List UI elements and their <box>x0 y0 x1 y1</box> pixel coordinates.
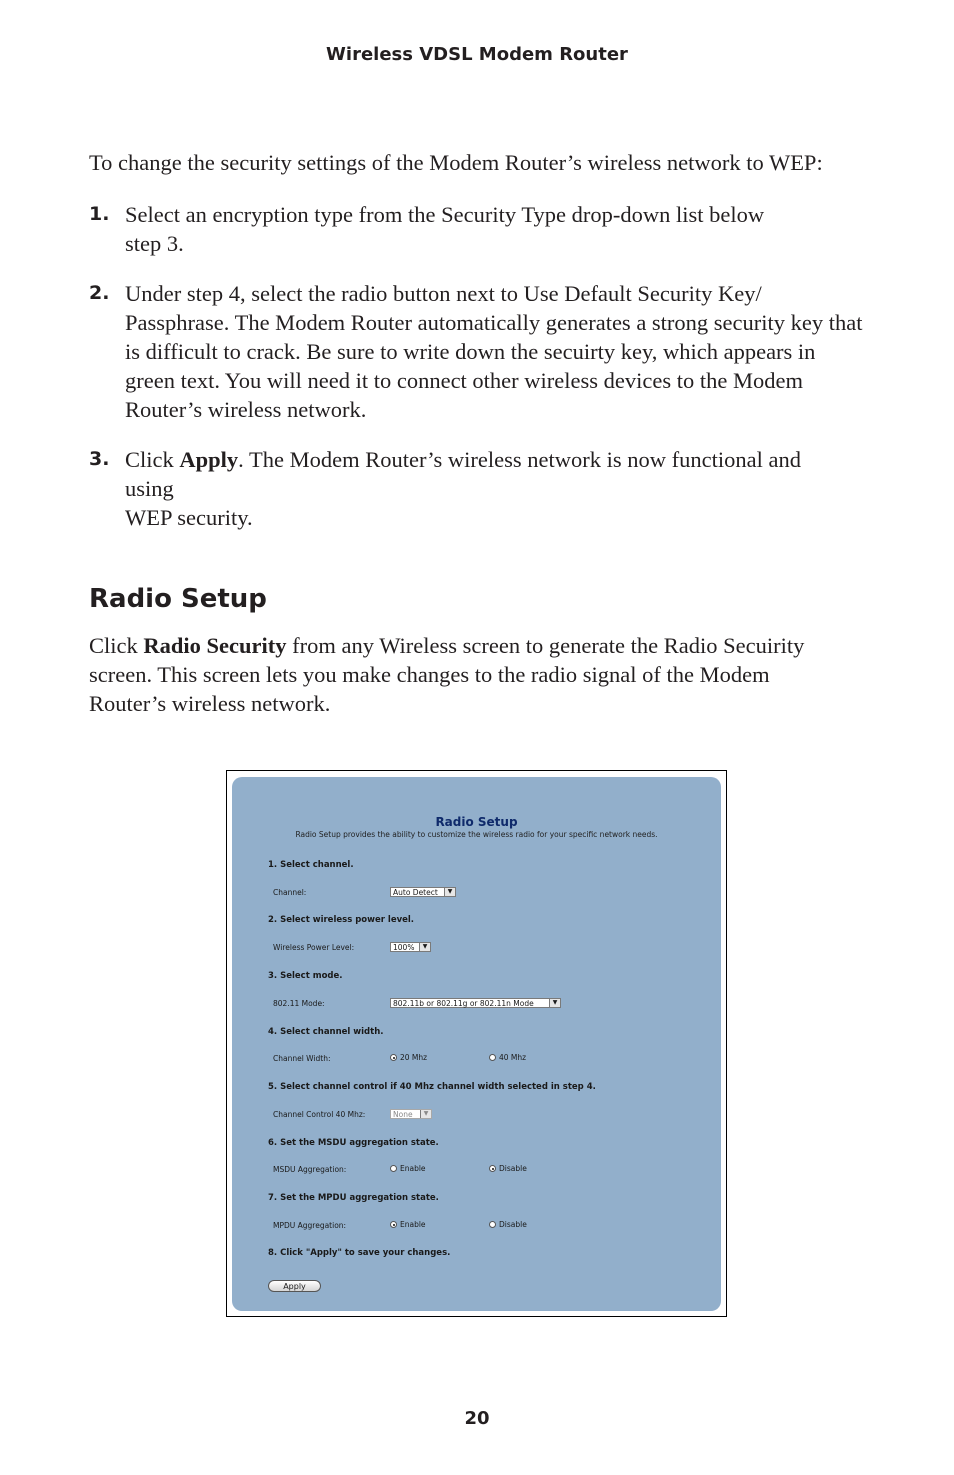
section-mpdu: 7. Set the MPDU aggregation state. <box>268 1193 439 1203</box>
chevron-down-icon: ▼ <box>419 943 430 951</box>
step-text-line <box>125 445 869 474</box>
step-number: 2. <box>89 282 110 304</box>
radio-security-reference: Radio Security <box>143 633 287 658</box>
step-2 <box>89 279 869 424</box>
section-select-channel: 1. Select channel. <box>268 860 354 870</box>
panel-title: Radio Setup <box>435 815 518 829</box>
radio-unselected-icon <box>390 1165 397 1172</box>
section-channel-width: 4. Select channel width. <box>268 1027 384 1037</box>
mpdu-enable-radio[interactable] <box>390 1220 426 1229</box>
channel-select[interactable] <box>390 887 456 897</box>
mpdu-label: MPDU Aggregation: <box>273 1221 347 1230</box>
width-40mhz-radio[interactable] <box>489 1053 526 1062</box>
step-text-line: Select an encryption type from the Security Type drop-down list below <box>125 202 765 227</box>
section-apply-instruction: 8. Click "Apply" to save your changes. <box>268 1248 451 1258</box>
page-number: 20 <box>464 1408 490 1429</box>
step-number: 3. <box>89 448 110 470</box>
section-text-pre: Click <box>89 633 144 658</box>
radio-label: 40 Mhz <box>499 1053 527 1062</box>
step-text-line: WEP security. <box>125 505 253 530</box>
radio-label: 20 Mhz <box>400 1053 428 1062</box>
mode-value: 802.11b or 802.11g or 802.11n Mode <box>393 999 534 1008</box>
mode-select[interactable] <box>390 998 561 1008</box>
radio-unselected-icon <box>489 1221 496 1228</box>
power-level-select[interactable] <box>390 942 431 952</box>
section-select-mode: 3. Select mode. <box>268 971 343 981</box>
msdu-enable-radio[interactable] <box>390 1164 426 1173</box>
running-header: Wireless VDSL Modem Router <box>326 44 628 65</box>
radio-unselected-icon <box>489 1054 496 1061</box>
apply-button[interactable]: Apply <box>268 1280 321 1292</box>
intro-paragraph: To change the security settings of the Modem Router’s wireless network to WEP: <box>89 150 823 175</box>
step-text-post: . The Modem Router’s wireless network is now functional and <box>238 447 801 472</box>
msdu-label: MSDU Aggregation: <box>273 1165 347 1174</box>
step-text: Under step 4, select the radio button next to Use Default Security Key/ Passphrase. The Modem Router automatically generates a strong security key that is difficult to crack. Be sure to write down the secuirty key, which appears in green text. You will need it to connect other wireless devices to the Modem Router’s wireless network. <box>125 281 863 422</box>
radio-selected-icon <box>390 1221 397 1228</box>
channel-control-value: None <box>393 1110 413 1119</box>
channel-width-label: Channel Width: <box>273 1054 331 1063</box>
section-channel-control: 5. Select channel control if 40 Mhz channel width selected in step 4. <box>268 1082 596 1092</box>
radio-label: Enable <box>400 1220 426 1229</box>
section-power-level: 2. Select wireless power level. <box>268 915 415 925</box>
section-text-post: from any Wireless screen to generate the Radio Secuirity screen. This screen lets you make changes to the radio signal of the Modem Router’s wireless network. <box>89 633 805 716</box>
channel-label: Channel: <box>273 888 307 897</box>
power-level-value: 100% <box>393 943 415 952</box>
chevron-down-icon: ▼ <box>444 888 455 896</box>
radio-selected-icon <box>390 1054 397 1061</box>
radio-setup-screenshot <box>226 770 727 1317</box>
radio-label: Disable <box>499 1164 527 1173</box>
power-level-label: Wireless Power Level: <box>273 943 355 952</box>
panel-subtitle: Radio Setup provides the ability to customize the wireless radio for your specific network needs. <box>295 830 658 839</box>
section-msdu: 6. Set the MSDU aggregation state. <box>268 1138 439 1148</box>
width-20mhz-radio[interactable] <box>390 1053 427 1062</box>
mode-label: 802.11 Mode: <box>273 999 325 1008</box>
step-1 <box>89 200 869 258</box>
step-list <box>89 200 869 553</box>
step-text-pre: Click <box>125 447 180 472</box>
chevron-down-icon: ▼ <box>549 999 560 1007</box>
step-text-line: step 3. <box>125 231 184 256</box>
radio-setup-panel <box>232 777 721 1311</box>
section-paragraph <box>89 631 849 718</box>
radio-label: Enable <box>400 1164 426 1173</box>
section-heading: Radio Setup <box>89 584 267 614</box>
msdu-disable-radio[interactable] <box>489 1164 527 1173</box>
radio-label: Disable <box>499 1220 527 1229</box>
step-number: 1. <box>89 203 110 225</box>
step-3 <box>89 445 869 532</box>
channel-control-label: Channel Control 40 Mhz: <box>273 1110 366 1119</box>
step-text-line: using <box>125 476 174 501</box>
apply-reference: Apply <box>179 447 239 472</box>
channel-control-select[interactable] <box>390 1109 432 1119</box>
chevron-down-icon: ▼ <box>420 1110 431 1118</box>
mpdu-disable-radio[interactable] <box>489 1220 527 1229</box>
radio-selected-icon <box>489 1165 496 1172</box>
channel-select-value: Auto Detect <box>393 888 438 897</box>
